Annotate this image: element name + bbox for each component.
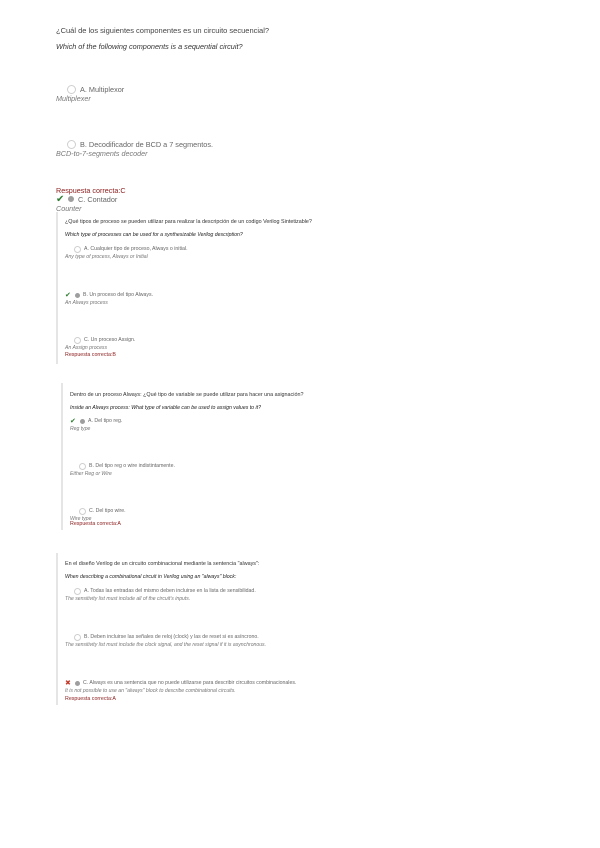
radio-icon[interactable] xyxy=(68,196,74,202)
q4-option-c-label: C. Always es una sentencia que no puede utilizarse para describir circuitos combinacionales. xyxy=(83,680,297,686)
radio-icon[interactable] xyxy=(79,508,86,515)
q4-option-b-en: The sensitivity list must include the clock signal, and the reset signal if it is asynchronous. xyxy=(65,642,267,648)
radio-icon[interactable] xyxy=(74,588,81,595)
radio-icon[interactable] xyxy=(74,337,81,344)
q3-option-a-en: Reg type xyxy=(70,426,91,432)
q3-option-a-label: A. Del tipo reg. xyxy=(88,418,123,424)
q3-option-b[interactable] xyxy=(70,462,370,478)
q1-option-b-en: BCD-to-7-segments decoder xyxy=(56,149,148,158)
check-icon: ✔ xyxy=(70,418,76,425)
q4-option-c-en: It is not possible to use an "always" block to describe combinational circuits. xyxy=(65,688,236,694)
q1-option-a[interactable] xyxy=(56,84,556,104)
q2-option-a-en: Any type of process, Always or Initial xyxy=(65,254,148,260)
q2-option-b[interactable] xyxy=(65,291,365,307)
q3-option-a[interactable] xyxy=(70,417,370,433)
question-4-card xyxy=(56,553,388,705)
q3-correct-answer xyxy=(70,521,121,527)
cross-icon: ✖ xyxy=(65,680,71,687)
answer-value: C xyxy=(120,186,126,195)
q2-option-a-label: A. Cualquier tipo de proceso, Always o initial. xyxy=(84,246,188,252)
question-4-text-en: When describing a combinational circuit in Verilog using an "always" block: xyxy=(65,574,237,580)
q3-option-b-en: Either Reg or Wire xyxy=(70,471,112,477)
answer-prefix: Respuesta correcta: xyxy=(65,696,113,702)
q2-option-a[interactable] xyxy=(65,245,365,261)
q2-option-c-label: C. Un proceso Assign. xyxy=(84,337,136,343)
radio-icon[interactable] xyxy=(67,140,76,149)
q1-option-b[interactable] xyxy=(56,139,556,159)
q4-option-a-en: The sensitivity list must include all of the circuit's inputs. xyxy=(65,596,191,602)
q1-option-a-label: A. Multiplexor xyxy=(80,84,125,94)
q4-option-a-label: A. Todas las entradas del mismo deben incluirse en la lista de sensibilidad. xyxy=(84,588,256,594)
answer-value: A xyxy=(117,521,121,527)
radio-icon[interactable] xyxy=(80,419,85,424)
radio-icon[interactable] xyxy=(75,681,80,686)
check-icon: ✔ xyxy=(65,292,71,299)
q4-correct-answer xyxy=(65,696,116,702)
answer-value: A xyxy=(112,696,116,702)
q1-option-b-label: B. Decodificador de BCD a 7 segmentos. xyxy=(80,139,214,149)
q4-option-a[interactable] xyxy=(65,587,385,603)
q4-option-b[interactable] xyxy=(65,633,385,649)
answer-prefix: Respuesta correcta: xyxy=(70,521,118,527)
question-2-text: ¿Qué tipos de proceso se pueden utilizar para realizar la descripción de un codigo Verilog Sintetizable? xyxy=(65,219,312,225)
radio-icon[interactable] xyxy=(74,634,81,641)
q3-option-c-label: C. Del tipo wire. xyxy=(89,508,126,514)
question-3-card xyxy=(61,383,363,530)
question-2-card xyxy=(56,212,358,364)
q2-option-b-en: An Always process xyxy=(65,300,108,306)
question-1-text: ¿Cuál de los siguientes componentes es un circuito secuencial? xyxy=(56,26,270,35)
q2-option-c-en: An Assign process xyxy=(65,345,107,351)
answer-value: B xyxy=(112,352,116,358)
question-4-text: En el diseño Verilog de un circuito combinacional mediante la sentencia "always": xyxy=(65,561,260,567)
q4-option-b-label: B. Deben incluirse las señales de reloj (clock) y las de reset si es asíncrono. xyxy=(84,634,259,640)
radio-icon[interactable] xyxy=(79,463,86,470)
q3-option-b-label: B. Del tipo reg o wire indistintamente. xyxy=(89,463,175,469)
answer-prefix: Respuesta correcta: xyxy=(56,186,121,195)
question-2-text-en: Which type of processes can be used for a synthesizable Verilog description? xyxy=(65,232,243,238)
radio-icon[interactable] xyxy=(67,85,76,94)
q2-option-c[interactable] xyxy=(65,336,365,352)
q3-option-c-en: Wire type xyxy=(70,516,92,522)
check-icon: ✔ xyxy=(56,193,65,205)
question-3-text: Dentro de un proceso Always: ¿Qué tipo de variable se puede utilizar para hacer una asignación? xyxy=(70,392,304,398)
q1-option-c[interactable] xyxy=(56,194,556,214)
q2-correct-answer xyxy=(65,352,116,358)
radio-icon[interactable] xyxy=(75,293,80,298)
answer-prefix: Respuesta correcta: xyxy=(65,352,113,358)
q4-option-c[interactable] xyxy=(65,679,385,695)
question-3-text-en: Inside an Always process: What type of variable can be used to assign values to it? xyxy=(70,405,261,411)
q1-option-a-en: Multiplexer xyxy=(56,94,91,103)
question-1-text-en: Which of the following components is a sequential circuit? xyxy=(56,42,243,51)
q1-option-c-label: C. Contador xyxy=(78,194,118,204)
q1-option-c-en: Counter xyxy=(56,204,82,213)
q1-correct-answer xyxy=(56,186,126,195)
radio-icon[interactable] xyxy=(74,246,81,253)
q2-option-b-label: B. Un proceso del tipo Always. xyxy=(83,292,154,298)
